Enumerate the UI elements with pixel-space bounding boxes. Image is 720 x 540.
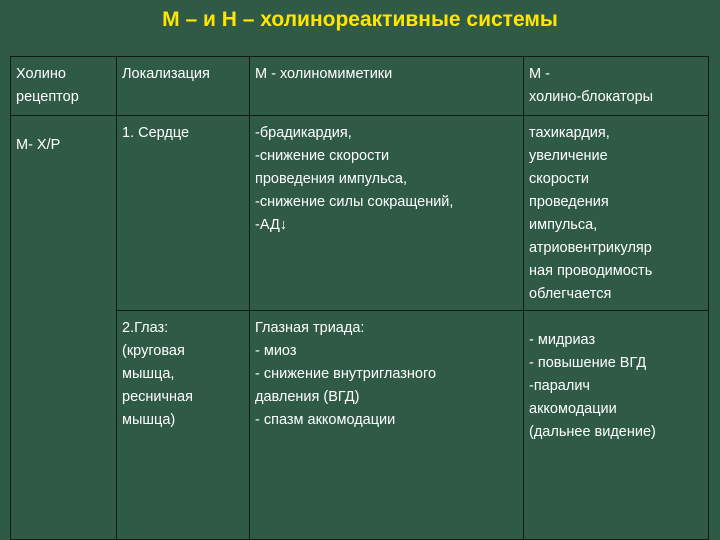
cell-text: -паралич [529, 378, 590, 394]
cell-text: -снижение скорости [255, 148, 390, 164]
cell-text: - снижение внутриглазного [255, 366, 437, 382]
cell-text: ная проводимость [529, 263, 653, 279]
header-mimetics [250, 57, 524, 116]
cell-text: Глазная триада: [255, 320, 365, 336]
cell-text: мышца, [122, 366, 175, 382]
cell-text: - миоз [255, 343, 297, 359]
header-receptor [11, 57, 117, 116]
header-text: Холино [16, 66, 66, 82]
cell-text: мышца) [122, 412, 176, 428]
table-header-row [11, 57, 709, 116]
receptor-cell [11, 116, 117, 540]
cell-text: проведения [529, 194, 609, 210]
cell-text: (круговая [122, 343, 185, 359]
table-row [11, 116, 709, 311]
cell-text: увеличение [529, 148, 608, 164]
cell-text: ресничная [122, 389, 193, 405]
header-text: Локализация [122, 66, 210, 82]
localization-cell [117, 116, 250, 311]
cholinoreceptor-table [10, 56, 709, 540]
header-text: рецептор [16, 89, 79, 105]
cell-text: аккомодации [529, 401, 617, 417]
cell-text: скорости [529, 171, 589, 187]
cell-text: - мидриаз [529, 332, 596, 348]
cell-text: -брадикардия, [255, 125, 352, 141]
blockers-cell [524, 311, 709, 540]
cell-text: импульса, [529, 217, 598, 233]
localization-cell [117, 311, 250, 540]
receptor-label: М- Х/Р [16, 137, 61, 153]
cell-text: (дальнее видение) [529, 424, 656, 440]
cell-text: 2.Глаз: [122, 320, 169, 336]
cell-text: тахикардия, [529, 125, 610, 141]
cell-text: 1. Сердце [122, 125, 190, 141]
cell-text: атриовентрикуляр [529, 240, 652, 256]
cell-text: - спазм аккомодации [255, 412, 396, 428]
cell-text: облегчается [529, 286, 612, 302]
mimetics-cell [250, 311, 524, 540]
header-localization [117, 57, 250, 116]
header-blockers [524, 57, 709, 116]
blockers-cell [524, 116, 709, 311]
cell-text: -снижение силы сокращений, [255, 194, 454, 210]
header-text: М - [529, 66, 550, 82]
cell-text: давления (ВГД) [255, 389, 360, 405]
header-text: холино-блокаторы [529, 89, 654, 105]
cell-text: -АД↓ [255, 217, 288, 233]
cell-text: проведения импульса, [255, 171, 407, 187]
cell-text: - повышение ВГД [529, 355, 647, 371]
slide-title: М – и Н – холинореактивные системы [162, 8, 558, 31]
header-text: М - холиномиметики [255, 66, 393, 82]
mimetics-cell [250, 116, 524, 311]
